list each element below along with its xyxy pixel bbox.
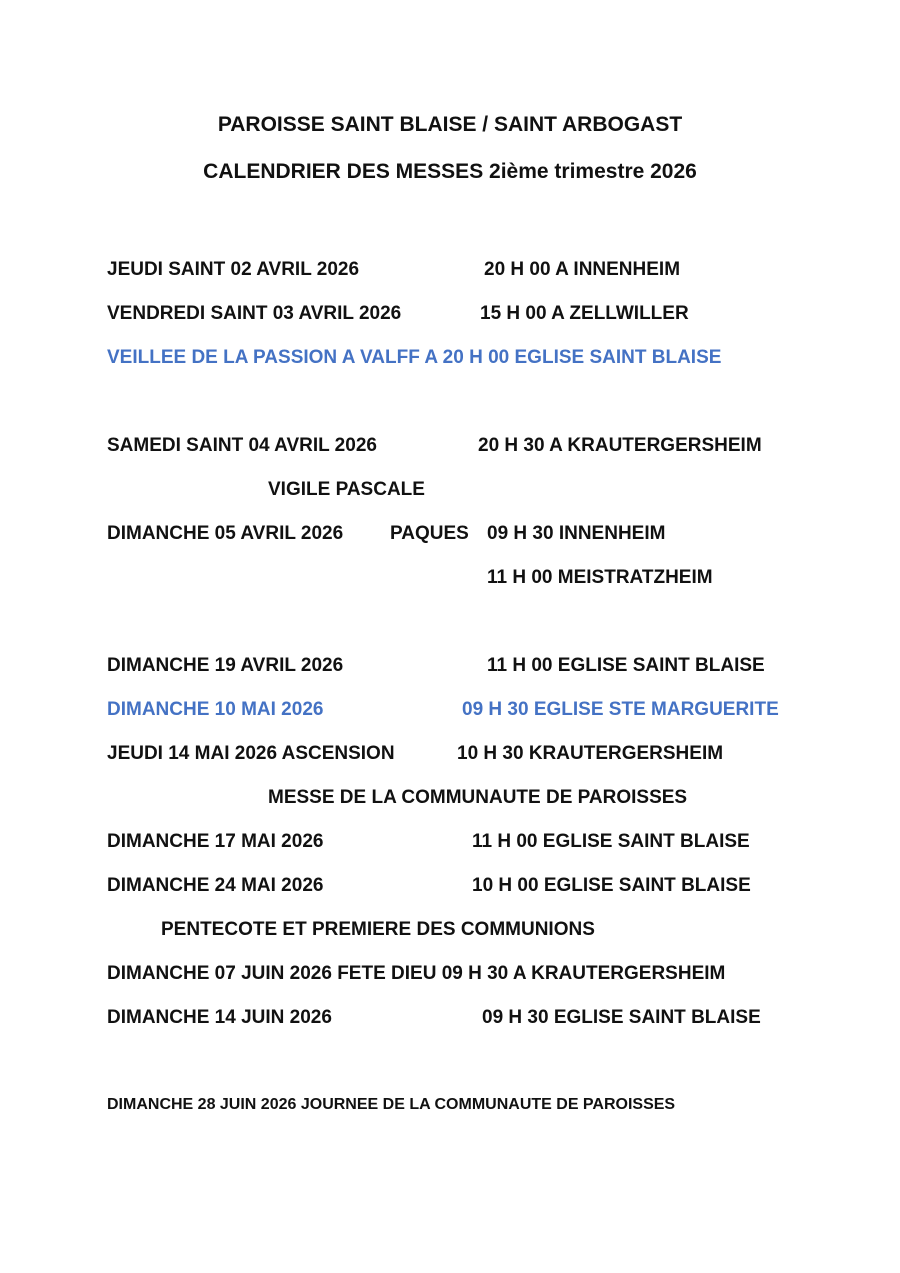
dimanche-24-mai-date: DIMANCHE 24 MAI 2026	[107, 875, 324, 896]
dimanche-07-juin: DIMANCHE 07 JUIN 2026 FETE DIEU 09 H 30 A KRAUTERGERSHEIM	[107, 963, 726, 984]
veillee-passion: VEILLEE DE LA PASSION A VALFF A 20 H 00 EGLISE SAINT BLAISE	[107, 347, 722, 368]
jeudi-saint-date: JEUDI SAINT 02 AVRIL 2026	[107, 259, 360, 280]
parish-title: PAROISSE SAINT BLAISE / SAINT ARBOGAST	[217, 113, 683, 136]
dimanche-17-mai-date: DIMANCHE 17 MAI 2026	[107, 831, 324, 852]
samedi-saint-date: SAMEDI SAINT 04 AVRIL 2026	[107, 435, 377, 456]
dimanche-19-avril-time: 11 H 00 EGLISE SAINT BLAISE	[487, 655, 765, 676]
vendredi-saint-time: 15 H 00 A ZELLWILLER	[480, 303, 689, 324]
dimanche-10-mai-date: DIMANCHE 10 MAI 2026	[107, 699, 324, 720]
vigile-pascale: VIGILE PASCALE	[268, 479, 425, 500]
dimanche-17-mai-time: 11 H 00 EGLISE SAINT BLAISE	[472, 831, 750, 852]
paques-time-1: 09 H 30 INNENHEIM	[487, 523, 666, 544]
calendar-title: CALENDRIER DES MESSES 2ième trimestre 2026	[203, 160, 697, 183]
dimanche-24-mai-time: 10 H 00 EGLISE SAINT BLAISE	[472, 875, 751, 896]
samedi-saint-time: 20 H 30 A KRAUTERGERSHEIM	[478, 435, 762, 456]
dimanche-10-mai-time: 09 H 30 EGLISE STE MARGUERITE	[462, 699, 779, 720]
paques-date: DIMANCHE 05 AVRIL 2026	[107, 523, 344, 544]
paques-feast: PAQUES	[390, 523, 469, 544]
paques-time-2: 11 H 00 MEISTRATZHEIM	[487, 567, 713, 588]
pentecote-note: PENTECOTE ET PREMIERE DES COMMUNIONS	[161, 919, 595, 940]
dimanche-19-avril-date: DIMANCHE 19 AVRIL 2026	[107, 655, 344, 676]
ascension-date: JEUDI 14 MAI 2026 ASCENSION	[107, 743, 395, 764]
ascension-time: 10 H 30 KRAUTERGERSHEIM	[457, 743, 724, 764]
vendredi-saint-date: VENDREDI SAINT 03 AVRIL 2026	[107, 303, 402, 324]
dimanche-14-juin-date: DIMANCHE 14 JUIN 2026	[107, 1007, 332, 1028]
dimanche-14-juin-time: 09 H 30 EGLISE SAINT BLAISE	[482, 1007, 761, 1028]
ascension-note: MESSE DE LA COMMUNAUTE DE PAROISSES	[268, 787, 688, 808]
dimanche-28-juin: DIMANCHE 28 JUIN 2026 JOURNEE DE LA COMMUNAUTE DE PAROISSES	[107, 1096, 676, 1113]
jeudi-saint-time: 20 H 00 A INNENHEIM	[484, 259, 681, 280]
